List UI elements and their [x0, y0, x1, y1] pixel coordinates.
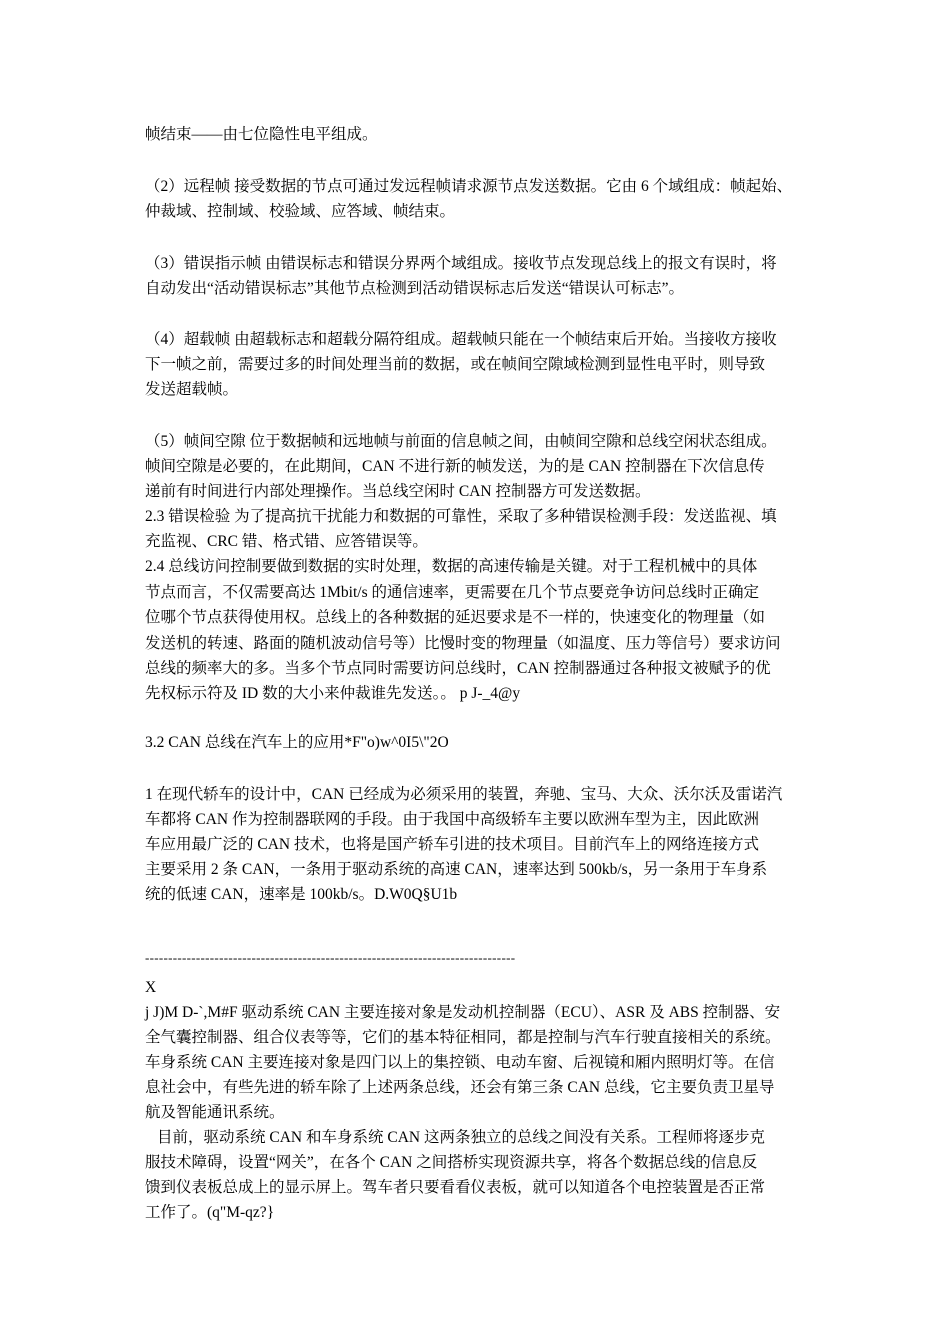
- text-line: 位哪个节点获得使用权。总线上的各种数据的延迟要求是不一样的，快速变化的物理量（如: [145, 609, 766, 626]
- text-line: 自动发出“活动错误标志”其他节点检测到活动错误标志后发送“错误认可标志”。: [145, 280, 685, 297]
- text-line: 2.4 总线访问控制要做到数据的实时处理，数据的高速传输是关键。对于工程机械中的具体: [145, 558, 758, 575]
- text-line: 发送超载帧。: [145, 381, 239, 398]
- text-line: 先权标示符及 ID 数的大小来仲裁谁先发送。。 p J-_4@y: [145, 685, 521, 702]
- text-line: 2.3 错误检验 为了提高抗干扰能力和数据的可靠性，采取了多种错误检测手段：发送监视、填: [145, 508, 777, 525]
- dashed-divider: --------------------------------------------------------------------------------: [145, 950, 516, 965]
- text-line: 仲裁域、控制域、校验域、应答域、帧结束。: [145, 203, 456, 220]
- text-line: j J)M D-`,M#F 驱动系统 CAN 主要连接对象是发动机控制器（ECU）、ASR 及 ABS 控制器、安: [145, 1004, 781, 1021]
- text-line: X: [145, 979, 157, 996]
- text-line: 车都将 CAN 作为控制器联网的手段。由于我国中高级轿车主要以欧洲车型为主，因此欧洲: [145, 811, 759, 828]
- section-heading: 3.2 CAN 总线在汽车上的应用*F"o)w^0I5\"2O: [145, 734, 449, 751]
- text-line: 帧间空隙是必要的，在此期间，CAN 不进行新的帧发送，为的是 CAN 控制器在下次信息传: [145, 458, 765, 475]
- text-line: （2）远程帧 接受数据的节点可通过发远程帧请求源节点发送数据。它由 6 个域组成：帧起始、: [145, 178, 793, 195]
- text-line: 服技术障碍，设置“网关”，在各个 CAN 之间搭桥实现资源共享，将各个数据总线的信息反: [145, 1154, 758, 1171]
- text-line: （4）超载帧 由超载标志和超载分隔符组成。超载帧只能在一个帧结束后开始。当接收方接收: [145, 331, 777, 348]
- text-line: 目前，驱动系统 CAN 和车身系统 CAN 这两条独立的总线之间没有关系。工程师将逐步克: [157, 1129, 765, 1146]
- text-line: 息社会中，有些先进的轿车除了上述两条总线，还会有第三条 CAN 总线，它主要负责卫星导: [145, 1079, 775, 1096]
- text-line: 发送机的转速、路面的随机波动信号等）比慢时变的物理量（如温度、压力等信号）要求访问: [145, 635, 781, 652]
- text-line: 总线的频率大的多。当多个节点同时需要访问总线时，CAN 控制器通过各种报文被赋予的优: [145, 660, 771, 677]
- text-line: 主要采用 2 条 CAN，一条用于驱动系统的高速 CAN，速率达到 500kb/s，另一条用于车身系: [145, 861, 768, 878]
- text-line: 车应用最广泛的 CAN 技术，也将是国产轿车引进的技术项目。目前汽车上的网络连接方式: [145, 836, 759, 853]
- text-line: 1 在现代轿车的设计中，CAN 已经成为必须采用的装置，奔驰、宝马、大众、沃尔沃及雷诺汽: [145, 786, 783, 803]
- text-line: 下一帧之前，需要过多的时间处理当前的数据，或在帧间空隙域检测到显性电平时，则导致: [145, 356, 766, 373]
- text-line: 航及智能通讯系统。: [145, 1104, 285, 1121]
- text-line: 充监视、CRC 错、格式错、应答错误等。: [145, 533, 428, 550]
- text-line: 递前有时间进行内部处理操作。当总线空闲时 CAN 控制器方可发送数据。: [145, 483, 651, 500]
- text-line: （3）错误指示帧 由错误标志和错误分界两个域组成。接收节点发现总线上的报文有误时，将: [145, 255, 777, 272]
- text-line: 统的低速 CAN，速率是 100kb/s。D.W0Q§U1b: [145, 886, 458, 903]
- text-line: 车身系统 CAN 主要连接对象是四门以上的集控锁、电动车窗、后视镜和厢内照明灯等。在信: [145, 1054, 775, 1071]
- text-line: 帧结束——由七位隐性电平组成。: [145, 126, 378, 143]
- text-line: 全气囊控制器、组合仪表等等，它们的基本特征相同，都是控制与汽车行驶直接相关的系统。: [145, 1029, 781, 1046]
- text-line: （5）帧间空隙 位于数据帧和远地帧与前面的信息帧之间，由帧间空隙和总线空闲状态组成。: [145, 433, 777, 450]
- text-line: 工作了。(q"M-qz?}: [145, 1204, 275, 1221]
- text-line: 节点而言，不仅需要高达 1Mbit/s 的通信速率，更需要在几个节点要竞争访问总线时正确定: [145, 584, 759, 601]
- text-line: 馈到仪表板总成上的显示屏上。驾车者只要看看仪表板，就可以知道各个电控装置是否正常: [145, 1179, 766, 1196]
